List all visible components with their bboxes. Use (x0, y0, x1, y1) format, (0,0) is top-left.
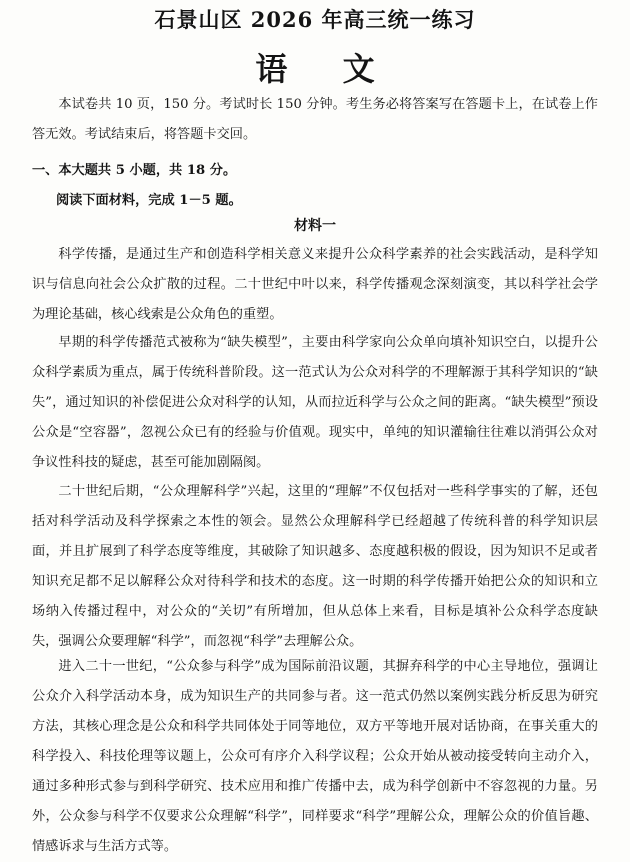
exam-instructions: 本试卷共 10 页，150 分。考试时长 150 分钟。考生务必将答案写在答题卡上，在试卷上作答无效。考试结束后，将答题卡交回。 (32, 97, 598, 142)
reading-directive: 阅读下面材料，完成 1－5 题。 (56, 193, 242, 208)
paragraph-2: 早期的科学传播范式被称为“缺失模型”，主要由科学家向公众单向填补知识空白，以提升公众科学素质为重点，属于传统科普阶段。这一范式认为公众对科学的不理解源于其科学知识的“缺失”，通过知识的补偿促进公众对科学的认知，从而拉近科学与公众之间的距离。“缺失模型”预设公众是“空容器”，忽视公众已有的经验与价值观。现实中，单纯的知识灌输往往难以消弭公众对争议性科技的疑虑，甚至可能加剧隔阂。 (32, 335, 598, 470)
paragraph-3: 二十世纪后期，“公众理解科学”兴起，这里的“理解”不仅包括对一些科学事实的了解，还包括对科学活动及科学探索之本性的领会。显然公众理解科学已经超越了传统科普的科学知识层面，并且扩展到了科学态度等维度，其破除了知识越多、态度越积极的假设，因为知识不足或者知识充足都不足以解释公众对待科学和技术的态度。这一时期的科学传播开始把公众的知识和立场纳入传播过程中，对公众的“关切”有所增加，但从总体上来看，目标是填补公众科学态度缺失，强调公众要理解“科学”，而忽视“科学”去理解公众。 (32, 484, 598, 649)
paragraph-4: 进入二十一世纪，“公众参与科学”成为国际前沿议题，其摒弃科学的中心主导地位，强调让公众介入科学活动本身，成为知识生产的共同参与者。这一范式仍然以案例实践分析反思为研究方法，其核心理念是公众和科学共同体处于同等地位，双方平等地开展对话协商，在事关重大的科学投入、科技伦理等议题上，公众可有序介入科学议程；公众开始从被动接受转向主动介入，通过多种形式参与到科学研究、技术应用和推广传播中去，成为科学创新中不容忽视的力量。另外，公众参与科学不仅要求公众理解“科学”，同样要求“科学”理解公众，理解公众的价值旨趣、情感诉求与生活方式等。 (32, 659, 598, 854)
subject-title: 语 文 (255, 50, 397, 88)
material-title: 材料一 (294, 218, 336, 234)
section-heading: 一、本大题共 5 小题，共 18 分。 (32, 163, 237, 178)
exam-title: 石景山区 2026 年高三统一练习 (154, 7, 476, 32)
paragraph-1: 科学传播，是通过生产和创造科学相关意义来提升公众科学素养的社会实践活动，是科学知识与信息向社会公众扩散的过程。二十世纪中叶以来，科学传播观念深刻演变，其以科学社会学为理论基础，核心线索是公众角色的重塑。 (32, 247, 598, 322)
